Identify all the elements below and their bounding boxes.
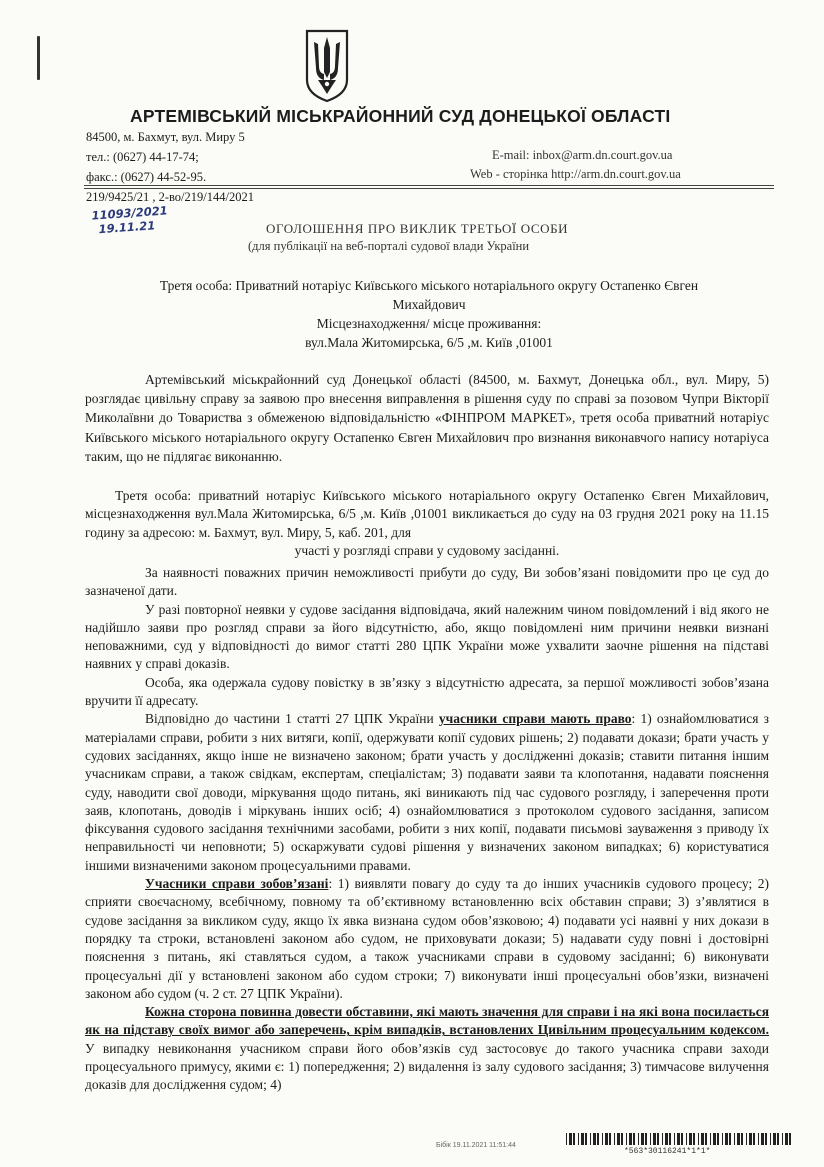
barcode-bar bbox=[581, 1133, 584, 1145]
barcode-bar bbox=[761, 1133, 764, 1145]
paragraph-rights bbox=[85, 710, 769, 875]
barcode-bar bbox=[650, 1133, 651, 1145]
barcode-bar bbox=[725, 1133, 728, 1145]
paragraph-reasons: За наявності поважних причин неможливості прибути до суду, Ви зобов’язані повідомити про це суд до зазначеної дати. bbox=[85, 565, 769, 599]
barcode-text: *563*30116241*1*1* bbox=[624, 1147, 711, 1156]
barcode-bar bbox=[701, 1133, 704, 1145]
handwritten-reg-number: 11093/2021 bbox=[91, 203, 169, 223]
court-name: АРТЕМІВСЬКИЙ МІСЬКРАЙОННИЙ СУД ДОНЕЦЬКОЇ ОБЛАСТІ bbox=[130, 106, 671, 126]
barcode-bar bbox=[645, 1133, 647, 1145]
barcode-bar bbox=[653, 1133, 656, 1145]
barcode-bar bbox=[713, 1133, 716, 1145]
barcode-bar bbox=[629, 1133, 632, 1145]
third-party-line-3: Місцезнаходження/ місце проживання: bbox=[316, 316, 542, 331]
barcode-bar bbox=[765, 1133, 767, 1145]
barcode-bar bbox=[705, 1133, 707, 1145]
duties-heading: Учасники справи зобов’язані bbox=[145, 876, 329, 892]
paragraph-summons-delivery: Особа, яка одержала судову повістку в зв’язку з відсутністю адресата, за першої можливості зобов’язана вручити її адресату. bbox=[85, 674, 769, 709]
court-address: 84500, м. Бахмут, вул. Миру 5 bbox=[86, 130, 245, 144]
third-party-line-1: Третя особа: Приватний нотаріус Київського міського нотаріального округу Остапенко Євген bbox=[159, 278, 699, 293]
rights-text: : 1) ознайомлюватися з матеріалами справи, робити з них витяги, копії, одержувати копії судових рішень; 2) подавати докази; брати участь у судових засіданнях, якщо інше не визначено законом; брати участь у дослідженні доказів; ставити питання іншим учасникам справи, а також свідкам, експертам, спеціалістам; 3) подавати заяви та клопотання, надавати пояснення суду, наводити свої доводи, міркування щодо питань, які виникають під час судового розгляду, і заперечення проти заяв, клопотань, доводів і міркувань інших осіб; 4) ознайомлюватися з протоколом судового засідання, записом фіксування судового засідання технічними засобами, робити з них копії, подавати письмові зауваження з приводу їх неправильності чи неповноти; 5) оскаржувати судові рішення у визначених законом випадках; 6) користуватися іншими визначеними законом процесуальними правами. bbox=[85, 711, 769, 873]
barcode-bar bbox=[569, 1133, 572, 1145]
paragraph-burden bbox=[85, 1003, 769, 1094]
case-number: 219/9425/21 , 2-во/219/144/2021 bbox=[86, 190, 254, 204]
footer-stamp: Бібік 19.11.2021 11:51:44 bbox=[436, 1142, 516, 1149]
barcode-bar bbox=[638, 1133, 639, 1145]
third-party-line-4: вул.Мала Житомирська, 6/5 ,м. Київ ,01001 bbox=[305, 335, 553, 350]
duties-text: : 1) виявляти повагу до суду та до інших учасників судового процесу; 2) сприяти своєчасному, всебічному, повному та об’єктивному встановленню всіх обставин справи; 3) з’являтися в судове засідання за викликом суду, якщо їх явка визнана судом обов’язковою; 4) подавати усі наявні у них докази в порядку та строки, встановлені законом або судом, не приховувати докази; 5) надавати суду повні і достовірні пояснення з питань, які ставляться судом, а також учасниками справи в судовому засіданні; 6) виконувати процесуальні дії у встановлені законом або судом строки; 7) виконувати інші процесуальні обов’язки, визначені законом або судом (ч. 2 ст. 27 ЦПК України). bbox=[85, 876, 770, 1001]
barcode-bar bbox=[746, 1133, 747, 1145]
rights-heading: учасники справи мають право bbox=[438, 711, 632, 727]
barcode-bar bbox=[593, 1133, 596, 1145]
handwritten-reg-date: 19.11.21 bbox=[98, 218, 156, 237]
barcode-bar bbox=[749, 1133, 752, 1145]
barcode-bar bbox=[578, 1133, 579, 1145]
main-body-section bbox=[85, 564, 769, 1095]
margin-pen-mark bbox=[37, 36, 40, 80]
paragraph-intro: Артемівський міськрайонний суд Донецької області (84500, м. Бахмут, Донецька обл., вул. Миру, 5) розглядає цивільну справу за заявою про внесення виправлення в рішення суду по справі за позовом Чупри Вікторії Миколаївни до Товариства з обмеженою відповідальністю «ФІНПРОМ МАРКЕТ», третя особа приватний нотаріус Київського міського нотаріального округу Остапенко Євген Михайлович про визнання виконавчого напису нотаріуса таким, що не підлягає виконанню. bbox=[85, 372, 769, 464]
notice-subtitle: (для публікації на веб-порталі судової влади України bbox=[248, 239, 530, 253]
notice-title: ОГОЛОШЕННЯ ПРО ВИКЛИК ТРЕТЬОЇ ОСОБИ bbox=[266, 221, 569, 236]
barcode-bar bbox=[633, 1133, 635, 1145]
barcode-bar bbox=[741, 1133, 743, 1145]
ukraine-coat-of-arms-icon bbox=[304, 28, 350, 104]
barcode-bar bbox=[662, 1133, 663, 1145]
handwritten-registration bbox=[91, 203, 169, 236]
barcode-bar bbox=[734, 1133, 735, 1145]
court-website: Web - сторінка http://arm.dn.court.gov.ua bbox=[470, 167, 681, 181]
header-divider-2 bbox=[84, 188, 774, 189]
barcode-bar bbox=[785, 1133, 788, 1145]
barcode-bar bbox=[689, 1133, 692, 1145]
barcode-bar bbox=[729, 1133, 731, 1145]
barcode-bar bbox=[674, 1133, 675, 1145]
burden-bold: Кожна сторона повинна довести обставини, які мають значення для справи і на які вона посилається як на підставу своїх вимог або заперечень, крім випадків, встановлених Цивільним процесуальним кодексом. bbox=[85, 1004, 769, 1038]
paragraph-summon: Третя особа: приватний нотаріус Київського міського нотаріального округу Остапенко Євген Михайлович, місцезнаходження вул.Мала Житомирська, 6/5 ,м. Київ ,01001 викликається до суду на 03 грудня 2021 року на 11.15 годину за адресою: м. Бахмут, вул. Миру, 5, каб. 201, для bbox=[85, 488, 769, 540]
notice-intro-section bbox=[85, 370, 769, 466]
document-barcode bbox=[566, 1133, 792, 1145]
paragraph-summon-end: участі у розгляді справи у судовому засіданні. bbox=[294, 542, 560, 558]
barcode-bar bbox=[770, 1133, 771, 1145]
court-fax: факс.: (0627) 44-52-95. bbox=[86, 170, 207, 184]
barcode-bar bbox=[590, 1133, 591, 1145]
barcode-bar bbox=[693, 1133, 695, 1145]
header-divider bbox=[84, 185, 774, 186]
barcode-bar bbox=[617, 1133, 620, 1145]
barcode-bar bbox=[753, 1133, 755, 1145]
barcode-bar bbox=[777, 1133, 779, 1145]
barcode-bar bbox=[686, 1133, 687, 1145]
barcode-bar bbox=[789, 1133, 791, 1145]
barcode-bar bbox=[669, 1133, 671, 1145]
rights-lead: Відповідно до частини 1 статті 27 ЦПК України bbox=[145, 711, 439, 727]
barcode-bar bbox=[585, 1133, 587, 1145]
barcode-bar bbox=[722, 1133, 723, 1145]
barcode-bar bbox=[717, 1133, 719, 1145]
court-phone: тел.: (0627) 44-17-74; bbox=[86, 150, 199, 164]
third-party-line-2: Михайдович bbox=[392, 297, 466, 312]
barcode-bar bbox=[626, 1133, 627, 1145]
barcode-bar bbox=[773, 1133, 776, 1145]
third-party-block bbox=[84, 276, 774, 352]
paragraph-duties bbox=[85, 875, 769, 1003]
barcode-bar bbox=[681, 1133, 683, 1145]
barcode-bar bbox=[641, 1133, 644, 1145]
barcode-bar bbox=[621, 1133, 623, 1145]
barcode-bar bbox=[573, 1133, 575, 1145]
barcode-bar bbox=[597, 1133, 599, 1145]
barcode-bar bbox=[614, 1133, 615, 1145]
barcode-bar bbox=[677, 1133, 680, 1145]
barcode-bar bbox=[758, 1133, 759, 1145]
barcode-bar bbox=[566, 1133, 567, 1145]
burden-text: У випадку невиконання учасником справи його обов’язків суд застосовує до такого учасника справи заходи процесуального примусу, якими є: 1) попередження; 2) видалення із залу судового засідання; 3) тимчасове вилучення доказів для дослідження судом; 4) bbox=[85, 1040, 769, 1093]
barcode-bar bbox=[657, 1133, 659, 1145]
barcode-bar bbox=[737, 1133, 740, 1145]
court-email: E-mail: inbox@arm.dn.court.gov.ua bbox=[492, 148, 673, 162]
barcode-bar bbox=[602, 1133, 603, 1145]
barcode-bar bbox=[710, 1133, 711, 1145]
barcode-bar bbox=[782, 1133, 783, 1145]
paragraph-absence: У разі повторної неявки у судове засідання відповідача, який належним чином повідомлений і від якого не надійшло заяви про розгляд справи за його відсутністю, або, якщо повідомлені ним причини неявки визнані неповажними, суд у відповідності до вимог статті 280 ЦПК України може ухвалити заочне рішення на підставі наявних у справі доказів. bbox=[85, 601, 769, 672]
barcode-bar bbox=[698, 1133, 699, 1145]
barcode-bar bbox=[605, 1133, 608, 1145]
barcode-bar bbox=[609, 1133, 611, 1145]
summon-section bbox=[85, 487, 769, 560]
barcode-bar bbox=[665, 1133, 668, 1145]
